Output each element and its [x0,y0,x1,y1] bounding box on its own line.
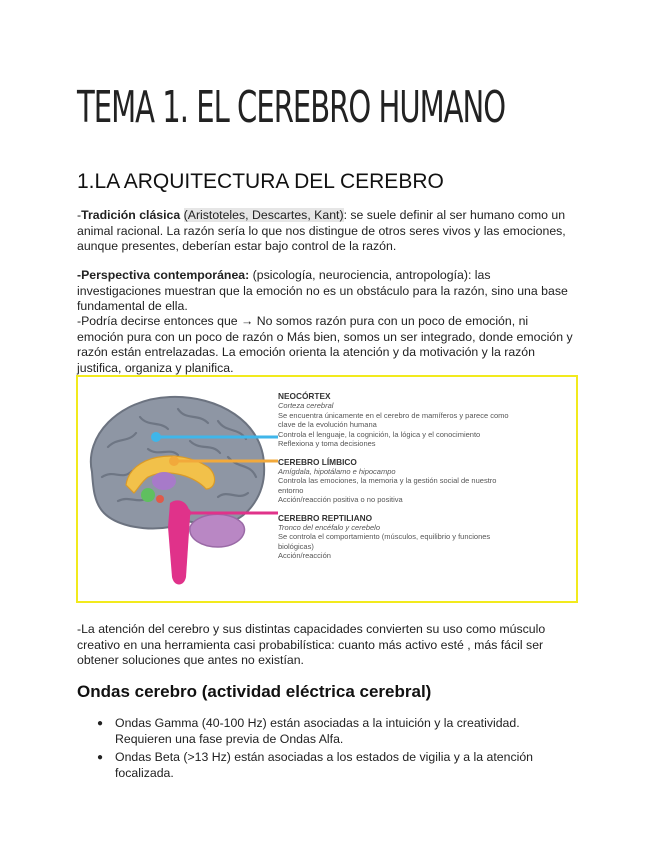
bold-term: Tradición clásica [81,208,181,222]
reptilian-line: Acción/reacción [278,551,331,560]
bullet-icon: ● [97,752,104,763]
limbic-heading: CEREBRO LÍMBICO [278,456,357,467]
neocortex-sub: Corteza cerebral [278,401,334,410]
paragraph-text: : se suele definir al ser humano como un animal racional. La razón sería lo que nos distingue de otros seres vivos y las emociones, aunque presentes, deberían estar bajo control de la razón. [77,208,566,253]
neocortex-line: Controla el lenguaje, la cognición, la lógica y el conocimiento [278,429,481,439]
reptilian-heading: CEREBRO REPTILIANO [278,512,373,523]
reptilian-sub: Tronco del encéfalo y cerebelo [278,522,381,532]
page-title: TEMA 1. EL CEREBRO HUMANO [77,82,506,133]
limbic-line: Acción/reacción positiva o no positiva [278,495,403,504]
figure-labels [278,391,568,569]
list-item-text: Ondas Beta (>13 Hz) están asociadas a los estados de vigilia y a la atención focalizada. [115,750,533,780]
neocortex-line: Se encuentra únicamente en el cerebro de mamíferos y parece como [278,410,509,420]
cerebellum-shape [190,514,245,547]
section-heading: 1.LA ARQUITECTURA DEL CEREBRO [77,170,444,193]
bold-term: -Perspectiva contemporánea: [77,268,250,282]
paragraph-musculo-creativo: -La atención del cerebro y sus distintas capacidades convierten su uso como músculo creativo en una herramienta casi probabilística: cuanto más activo esté , más fácil ser obtener soluciones que antes no existían. [77,622,546,667]
neocortex-block [278,391,568,449]
paragraph-text: (psicología, neurociencia, antropología): las investigaciones muestran que la emoción no es un obstáculo para la razón, sino una base fundamental de ella. [77,268,568,313]
limbic-sub: Amígdala, hipotálamo e hipocampo [278,466,396,476]
reptilian-block [278,513,568,561]
list-item [77,750,577,781]
paragraph-perspectiva [77,268,577,315]
dash: - [77,208,82,222]
reptilian-line: Se controla el comportamiento (músculos, equilibrio y funciones [278,532,491,541]
bullet-icon: ● [97,718,104,729]
limbic-block [278,457,568,505]
neocortex-line: clave de la evolución humana [278,420,377,429]
brain-illustration [78,377,278,601]
subheading-ondas: Ondas cerebro (actividad eléctrica cerebral) [77,682,432,701]
bullet-list [77,716,577,784]
limbic-line: Controla las emociones, la memoria y la gestión social de nuestro [278,476,497,485]
paragraph-integrado: -Podría decirse entonces que → No somos razón pura con un poco de emoción, ni emoción pura con un poco de razón o Más bien, somos un ser integrado, donde emoción y razón están entrelazadas. La emoción orienta la atención y da motivación y la razón justifica, organiza y planifica. [77,314,573,375]
limbic-line: entorno [278,485,304,495]
neocortex-line: Reflexiona y toma decisiones [278,439,376,448]
paragraph-tradicion-clasica [77,208,577,255]
list-item [77,716,577,747]
list-item-text: Ondas Gamma (40-100 Hz) están asociadas a la intuición y la creatividad. Requieren una fase previa de Ondas Alfa. [115,716,520,746]
brain-figure [76,375,578,603]
reptilian-line: biológicas) [278,541,314,551]
highlighted-authors: (Aristoteles, Descartes, Kant) [183,208,344,222]
neocortex-heading: NEOCÓRTEX [278,391,331,401]
